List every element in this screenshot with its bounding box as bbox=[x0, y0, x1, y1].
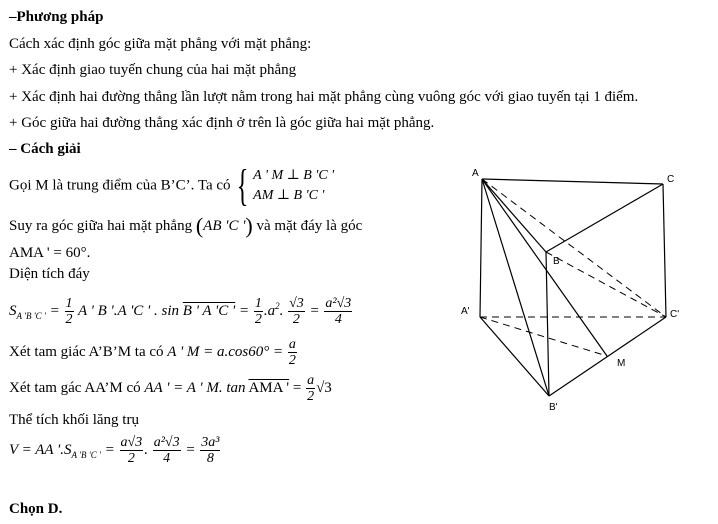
fraction: $\frac{1}{2}$ bbox=[65, 296, 73, 328]
area-s: S bbox=[9, 303, 17, 319]
method-intro: Cách xác định góc giữa mặt phẳng với mặt phẳng: bbox=[9, 36, 312, 52]
answer-choice: Chọn D. bbox=[9, 501, 63, 517]
fraction: $\frac{a}{2}$ bbox=[307, 373, 315, 405]
fraction: $\frac{a}{2}$ bbox=[288, 337, 296, 369]
fraction: $\frac{√3}{2}$ bbox=[289, 296, 304, 328]
segment-ac1 bbox=[482, 179, 666, 317]
edge-a1b1 bbox=[480, 317, 549, 396]
segment-a1m bbox=[480, 317, 607, 356]
segment-am bbox=[482, 179, 607, 356]
aa-tail: √3 bbox=[316, 380, 332, 396]
aa-line: Xét tam gác AA’M có AA ' = A ' M. tan AMA ' = $\frac{a}{2}$ √3 bbox=[9, 373, 332, 405]
prism-figure bbox=[455, 160, 705, 410]
aa-expr: AA ' = A ' M. tan bbox=[144, 380, 246, 396]
aa-angle: AMA ' bbox=[248, 380, 290, 396]
fraction: $\frac{\text{a²√3}}{4}$ bbox=[325, 296, 352, 328]
label-a: A bbox=[472, 168, 479, 179]
step-1: + Xác định giao tuyến chung của hai mặt phẳng bbox=[9, 62, 297, 78]
area-title: Diện tích đáy bbox=[9, 266, 90, 282]
volume-lhs: V = AA '.S bbox=[9, 442, 72, 458]
label-a1: A' bbox=[461, 306, 470, 317]
system-row-2: AM ⊥ B 'C ' bbox=[253, 188, 325, 203]
system-row-1: A ' M ⊥ B 'C ' bbox=[253, 168, 335, 183]
area-angle: B ' A 'C ' bbox=[182, 303, 236, 319]
am-line bbox=[9, 336, 298, 368]
area-mid-1: A ' B '.A 'C ' . sin bbox=[77, 303, 180, 319]
step-3: + Góc giữa hai đường thẳng xác định ở trên là góc giữa hai mặt phẳng. bbox=[9, 115, 435, 131]
fraction: $\frac{a√3}{2}$ bbox=[120, 435, 143, 467]
solution-heading: – Cách giải bbox=[9, 141, 81, 157]
segment-ab1 bbox=[482, 179, 549, 396]
label-c1: C' bbox=[670, 309, 680, 320]
label-m: M bbox=[617, 358, 626, 369]
fraction: $\frac{\text{3a³}}{8}$ bbox=[201, 435, 220, 467]
angle-equation: AMA ' = 60°. bbox=[9, 245, 91, 261]
midpoint-line bbox=[9, 161, 335, 210]
edge-aa1 bbox=[480, 179, 482, 317]
area-sup: 2 bbox=[275, 301, 280, 311]
midpoint-text: Gọi M là trung điểm của B’C’. Ta có bbox=[9, 177, 231, 194]
fraction: $\frac{\text{a²√3}}{4}$ bbox=[153, 435, 180, 467]
am-expr: A ' M = a.cos60° = bbox=[167, 344, 284, 360]
system-brace: { bbox=[237, 161, 249, 210]
volume-formula: V = AA '$.S_{A 'B 'C '}$ = $\frac{a√3}{2}$ . $\frac{\text{a²√3}}{4}$ = $\frac{\text{3a³}}{8}$ bbox=[9, 435, 220, 467]
plane-name: AB 'C ' bbox=[203, 218, 246, 234]
step-2: + Xác định hai đường thẳng lần lượt nằm trong hai mặt phẳng cùng vuông góc với giao tuyến tại 1 điểm. bbox=[9, 89, 639, 105]
edge-ab bbox=[482, 179, 546, 252]
label-b1: B' bbox=[549, 402, 558, 410]
deduce-text-a: Suy ra góc giữa hai mặt phẳng bbox=[9, 218, 193, 234]
area-sub: A 'B 'C ' bbox=[16, 311, 46, 321]
aa-text: Xét tam gác AA’M có bbox=[9, 380, 141, 396]
perpendicular-system bbox=[253, 166, 334, 206]
deduce-line: Suy ra góc giữa hai mặt phẳng (AB 'C ') và mặt đáy là góc bbox=[9, 213, 363, 238]
edge-bc bbox=[546, 184, 663, 252]
method-heading: –Phương pháp bbox=[9, 9, 104, 25]
area-mid-2: .a bbox=[263, 303, 276, 319]
am-text: Xét tam giác A’B’M ta có bbox=[9, 344, 164, 360]
volume-title: Thể tích khối lăng trụ bbox=[9, 412, 139, 428]
edge-b1c1 bbox=[549, 317, 666, 396]
edge-ac bbox=[482, 179, 663, 184]
edge-cc1 bbox=[663, 184, 666, 317]
label-c: C bbox=[667, 174, 675, 185]
fraction: $\frac{1}{2}$ bbox=[254, 296, 262, 328]
volume-sub: A 'B 'C ' bbox=[71, 450, 101, 460]
label-b: B bbox=[553, 256, 560, 267]
segment-bc1 bbox=[546, 252, 666, 317]
deduce-text-b: và mặt đáy là góc bbox=[256, 218, 363, 234]
area-formula: $S_{A 'B 'C '}$ = $\frac{1}{2}$ A ' B '.A 'C ' . sin B ' A 'C ' = $\frac{1}{2}$ $.a^2$. $\frac{√3}{2}$ = $\frac{\text{a²√3}}{4}$ bbox=[9, 296, 352, 328]
